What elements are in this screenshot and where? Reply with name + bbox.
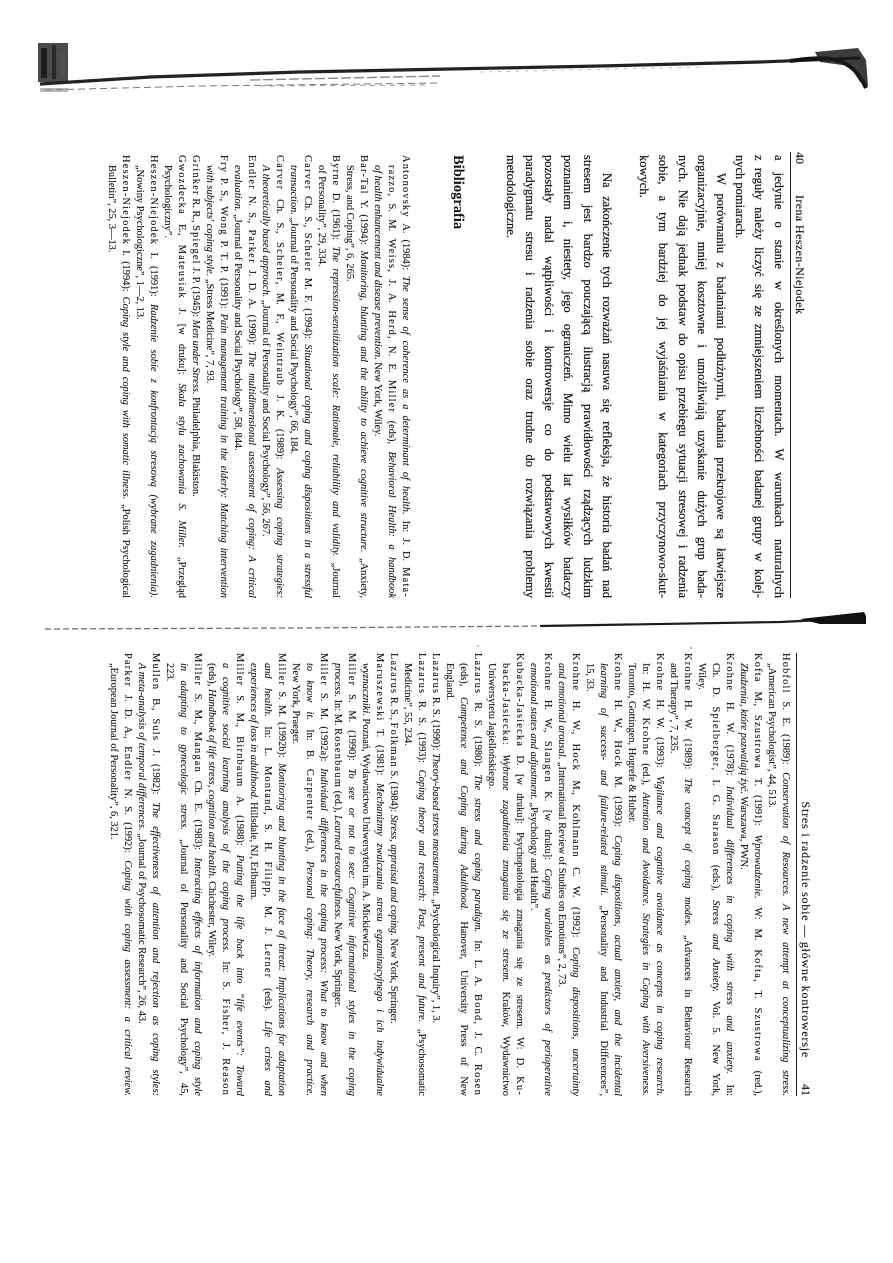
reference-line: Kofta M., Szustrowa T. (1991): Wprowadzenie. W: M. Kofta, T. Szustrowa (red.), [752,653,763,1096]
title-text: Theory-based stress measurement. [430,753,441,897]
title-text: Coping dispositions, actual anxiety, and the incidental [612,835,623,1096]
reference-line: Grinker R. R., Spiegel J. P. (1945): Men under Stress. Philadelphia, Blakiston. [190,155,201,497]
text-line: organizacyjnie, mniej kosztowne i umożliwiają uzyskanie dużych grup bada- [694,155,709,598]
reference-line: Bulletin”, 25, 3—13. [106,165,117,253]
title-text: and health. [262,663,273,717]
reference-line: New York, Praeger. [290,663,301,745]
reference-line: Toronto, Gottingen, Hogrefe & Huber. [626,663,637,824]
text-line: nych. Nie dają jednak podstaw do opisu przebiegu sytuacji stresowej i radzenia [675,155,690,598]
title-text: a cognitive social learning analysis of the coping process. [220,663,231,953]
author-name: Miller [192,653,203,687]
author-name: Herd [386,310,397,336]
bibliography-entry [370,155,412,598]
reference-line: Krohne H. W., Hock M. (1993): Coping dispositions, actual anxiety, and the incidental [612,653,623,1096]
reference-line: Krohne H. W. (1978): Individual differences in coping with stress and anxiety. In: [724,653,735,1096]
bibliography-entry [202,155,230,598]
title-text: learning of success- and failure-related stimuli. [598,663,609,896]
bibliography-entry [400,653,428,1096]
reference-line: Lazarus R. S. (1993): Coping theory and research: Past, present and future. „Psychosomatic [416,653,427,1096]
author-name: Ku- [514,1076,525,1096]
title-text: Wybrane zagadnienia zmagania się ze stresem. [500,754,511,983]
reference-line: Carver Ch. S., Scheier, M. F., Weintraub J. K. (1989): Assessing coping strategies: [274,155,285,598]
header-rule [790,152,791,598]
title-text: Coping style and coping with somatic illness. [120,296,131,500]
title-text: A meta-analysis of temporal differences. [136,663,147,831]
reference-line: Uniwersytetu Jagiellońskiego. [486,663,497,789]
reference-line: Miller S. M. (1990): To see or not to see: Cognitive informational styles in the coping [346,653,357,1096]
title-text: Skala stylu zachowania S. Miller. [176,383,187,548]
text-line: z reguły należy liczyć się ze zmniejszeniem liczebności badanej grupy w kolej- [752,155,767,598]
author-name: Miller [346,653,357,687]
title-text: Monitoring, blunting and the ability to achieve cognitive structure. [358,250,369,553]
author-name: Carver [302,155,313,191]
title-text: Radzenie sobie z konfrontacją stresową (wybrane zagadnienia). [148,304,159,598]
running-header-left [792,152,808,598]
reference-line: Heszen-Niejodek I. (1991): Radzenie sobie z konfrontacją stresową (wybrane zagadnienia). [148,155,159,598]
running-head-title: Stres i radzenie sobie — główne kontrowersje [799,801,813,1058]
author-name: Kofta [752,653,763,683]
author-name: Heszen-Niejodek [148,155,159,246]
author-name: Maruszewski [374,653,385,722]
text-line: Na zakończenie tych rozważań nasuwa się refleksja, że historia badań nad [599,173,614,598]
reference-line: Gwozdecka E., Mateusiak J. [w druku]: Skala stylu zachowania S. Miller. „Przegląd [176,155,187,598]
text-line: poznaniem i, niestety, jego ograniczeń. Mimo wielu lat wysiłków badaczy [561,155,576,598]
reference-line: with subjects' coping style. „Stress Medicine”, 7, 93. [204,165,215,384]
author-name: Parker [122,653,133,688]
title-text: Mechanizmy zwalczania stresu egzaminacyjnego i ich indywidualne [374,783,385,1096]
author-name: Parker [246,229,257,264]
author-name: Antonovsky [400,155,411,218]
reference-line: Byrne D. (1961): The repression-sensitization scale: Rationale, reliability and validity. „Journal [330,155,341,598]
bibliography-heading: Bibliografia [450,155,466,230]
author-name: Hobfoll [780,653,791,694]
reference-line: Krohne H. W. (1989): The concept of coping modes. „Advances in Behaviour Research [682,653,693,1096]
reference-line: of health enhancement and disease prevention. New York, Wiley. [372,165,383,437]
author-name: Kubacka-Jasiecka [514,653,525,748]
title-text: Conservation of Resources. A new attempt at conceptualizing stress. [780,772,791,1096]
text-line: W porównaniu z badaniami podłużnymi, badania przekrojowe są łatwiejsze [714,173,729,598]
bibliography-entry [246,653,288,1096]
reference-line: Maruszewski T. (1981): Mechanizmy zwalczania stresu egzaminacyjnego i ich indywidualne [374,653,385,1096]
bibliography-entry [442,653,484,1096]
reference-line: in adapting to gynecologic stress. „Journal of Personality and Social Psychology”, 45, [178,663,189,1096]
body-paragraph [634,155,730,598]
reference-line: wyznaczniki. Poznań, Wydawnictwo Uniwersytetu im. A. Mickiewicza. [360,663,371,960]
title-text: Individual differences in the coping process: What to know and when [318,768,329,1096]
title-text: Putting the life back into “life events”: Toward [234,854,245,1096]
title-text: Coping theory and research: Past, present and future. [416,769,427,1023]
reference-line: Miller S. M., Birnbaum A. (1988): Putting the life back into “life events”: Toward [234,653,245,1096]
title-text: Coping variables as predictors of perioperative [542,868,553,1096]
bibliography-entry [342,155,370,598]
author-name: Grinker [190,155,201,196]
bibliography-entry [736,653,764,1096]
author-name: Filipp [262,861,273,894]
author-name: Rosenbaum [332,728,343,789]
reference-line: „Nowiny Psychologiczne”, 1—2, 13. [134,165,145,320]
author-name: Slangen [542,740,553,783]
title-text: Competence and Coping during Adulthood. [458,697,469,911]
bibliography-entry [314,155,342,598]
author-name: Miller [386,380,397,414]
reference-line: evaluation. „Journal of Personality and Social Psychology”, 58, 844. [232,165,243,451]
reference-line: Krohne H. W. (1993): Vigilance and cognitive avoidance as concepts in coping research. [654,653,665,1096]
title-text: Coping with coping assessment: a critical review. [122,860,133,1096]
author-name: Lerner [262,943,273,979]
title-text: Pain management training in the elderly: Matching intervention [218,313,229,598]
author-name: Fry [218,155,229,174]
reference-line: and health. In: L. Montand, S. H. Filipp, M. J. Lerner (eds). Life crises and [262,663,273,1096]
bibliography-entry [764,653,792,1096]
title-text: The sense of coherence as a determinant of health. [400,276,411,515]
title-text: The multidimensional assessment of coping: A critical [246,351,257,598]
title-text: Interacting effects of information and coping style [192,857,203,1096]
bibliography-entry [428,653,442,1096]
bibliography-entry [104,155,132,598]
author-name: Szustrowa [752,1007,763,1062]
reference-line: A theoretically based approach. „Journal of Personality and Social Psychology”, 56, 267. [260,165,271,537]
author-name: Carpenter [304,768,315,821]
author-name: Miller [234,653,245,687]
bibliography-entry [160,155,188,598]
author-name: Weintraub [274,332,285,387]
reference-line: of Personality”, 29, 334. [316,165,327,267]
title-text: Wprowadzenie. [752,834,763,899]
bibliography-list-left [104,155,412,598]
author-name: Weiss [386,238,397,270]
bibliography-entry [666,653,694,1096]
reference-line: process. In: M. Rosenbaum (ed.), Learned resourcefulness. New York, Springer. [332,663,343,1008]
bibliography-entry [288,653,330,1096]
author-name: Krohne [570,653,581,692]
title-text: The concept of coping modes. [682,778,693,927]
text-line: kowych. [637,155,652,198]
author-name: Scheier [274,242,285,282]
title-text: of health enhancement and disease prevention. [372,165,383,360]
reference-line: Wiley. [696,663,707,690]
title-text: transaction. [288,165,299,215]
reference-line: Miller S. M., Mangan Ch. E. (1983): Interacting effects of information and coping style [192,653,203,1096]
author-name: Lazarus [416,653,427,695]
title-text: Assessing coping strategies: [274,468,285,598]
reference-line: emotional states and adjustment. „Psychology and Health”. [528,663,539,911]
author-name: Kofta [752,949,763,980]
reference-line: backa-Jasiecka: Wybrane zagadnienia zmagania się ze stresem. Kraków, Wydawnictwo [500,663,511,1096]
reference-line: 15, 33. [584,663,595,692]
text-line: paradygmatu stresu i radzenia sobie oraz trudne do rozwiązania problemy [522,155,537,598]
title-text: Personal coping: Theory, research and practice. [304,861,315,1096]
title-text: Learned resourcefulness. [332,815,343,920]
author-name: Rosen [472,1064,483,1096]
reference-line: learning of success- and failure-related stimuli. „Personality and Industrial Differences”, [598,663,609,1096]
title-text: Situational coping and coping dispositions in a stressful [302,344,313,598]
author-name: Szustrowa [752,715,763,770]
running-header-right [798,653,814,1096]
header-rule [796,653,797,1096]
title-text: Men under Stress. [190,319,201,395]
reference-line: to know it. In: B. Carpenter (ed.), Personal coping: Theory, research and practice. [304,663,315,1096]
author-name: Krohne [724,653,735,692]
author-name: Lazarus [472,653,483,695]
author-name: Miller [276,653,287,687]
reference-line: Medicine”, 55, 234. [402,663,413,746]
author-name: Lazarus [430,653,441,695]
text-line: a jedynie o stanie w określonych momentach. W warunkach naturalnych [771,155,786,598]
title-text: Stress and Anxiety. [710,900,721,992]
reference-line: In: H. W. Krohne (ed.), Attention and Avoidance. Strategies in Coping with Aversiveness. [640,663,651,1096]
title-text: evaluation. [232,165,243,212]
title-text: wyznaczniki. [360,663,371,716]
author-name: Lazarus [388,653,399,695]
author-name: Fisher [220,998,231,1032]
title-text: Złudzenia, które pozwalają żyć. [738,663,749,794]
title-text: Stress, appraisal and coping. [388,814,399,936]
bibliography-entry [554,653,582,1096]
reference-line: experiences of loss in adulthood. Hillsdale, NJ, Erlbaum. [248,663,259,900]
reference-line: Lazarus R. S. (1990): Theory-based stress measurement. „Psychological Inquiry”, 1, 3. [430,653,441,1024]
author-name: Endler [122,746,133,782]
reference-line: Stress, and Coping”, 6, 265. [344,165,355,282]
title-text: The repression-sensitization scale: Rationale, reliability and validity. [330,246,341,557]
reference-line: Hobfoll S. E. (1989): Conservation of Resources. A new attempt at conceptualizing stress. [780,653,791,1096]
reference-line: Złudzenia, które pozwalają żyć. Warszawa, PWN. [738,663,749,870]
author-name: Scheier [302,232,313,273]
bibliography-entry [230,155,258,598]
body-text [501,155,788,598]
bibliography-entry [330,653,358,1096]
author-name: Hock [570,743,581,771]
reference-line: Krohne H. W., Hock M., Kohlmann C. W. (1992): Coping dispositions, uncertainty [570,653,581,1096]
reference-line: „American Psychologist”, 44, 513. [766,663,777,808]
reference-line: Lazarus R. S. (1980): The stress and coping paradigm. In: L. A. Bond, J. C. Rosen [472,653,483,1096]
author-name: Sarason [710,814,721,856]
reference-line: (eds), Competence and Coping during Adulthood. Hanover, University Press of New [458,663,469,1096]
reference-line: Parker J. D. A., Endler N. S. (1992): Coping with coping assessment: a critical review. [122,653,133,1096]
author-name: Reason [220,1058,231,1096]
bibliography-entry [358,653,386,1096]
bibliography-entry [106,653,134,1096]
reference-line: Kubacka-Jasiecka D. [w druku]: Psychopatologia zmagania się ze stresem. W: D. Ku- [514,653,525,1096]
author-name: Bar-Tal [358,155,369,195]
reference-line: Psychologiczny”. [162,165,173,239]
page-number: 40 [793,152,807,164]
author-name: Heszen-Niejodek [120,155,131,246]
title-text: Vigilance and cognitive avoidance as concepts in coping research. [654,775,665,1096]
reference-line: Krohne H. W., Slangen K. [w druku]: Coping variables as predictors of perioperative [542,653,553,1096]
reference-line: Mullen B., Suls J. (1982): The effectiveness of attention and rejection as coping styles: [150,653,161,1096]
title-text: with subjects' coping style. [204,165,215,277]
bibliography-entry [624,653,666,1096]
author-name: Birnbaum [234,736,245,788]
author-name: Miller [318,653,329,687]
bibliography-entry [204,653,246,1096]
title-text: Behavioral Health: a handbook [386,451,397,598]
body-paragraph [501,155,616,598]
title-text: experiences of loss in adulthood. [248,663,259,800]
title-text: in adapting to gynecologic stress. [178,663,189,830]
author-name: Carver [274,155,285,191]
reference-line: (eds), Handbook of life stress, cognition and health. Chichester, Wiley. [206,663,217,958]
text-line: stresem jest bardzo pouczającą ilustracją prawidłowości rządzących ludzkim [580,155,595,598]
reference-line: 223. [164,663,175,682]
author-name: backa-Jasiecka [500,663,511,743]
reference-line: Miller S. M. (1992a): Individual differences in the coping process: What to know and when [318,653,329,1096]
bibliography-entry [134,653,162,1096]
bibliography-entry [188,155,202,598]
reference-line: „European Journal of Personality”, 6, 321. [108,663,119,840]
reference-line: Antonovsky A. (1984): The sense of coherence as a determinant of health. In: J. D. Mata- [400,155,411,598]
bibliography-entry [694,653,736,1096]
title-text: to know it. [304,663,315,720]
running-head-author: Irena Heszen-Niejodek [793,195,807,315]
author-name: Montand [262,765,273,812]
reference-line: England. [444,663,455,701]
bibliography-entry [132,155,160,598]
reference-line: Bar-Tal Y. (1994): Monitoring, blunting and the ability to achieve cognitive structure. „Anxiety, [358,155,369,598]
author-name: Suls [150,718,161,742]
reference-line: and emotional arousal. „International Review of Studies on Emotions”, 2, 73. [556,663,567,987]
author-name: Krohne [682,653,693,692]
reference-line: Carver Ch. S., Scheier M. F. (1994): Situational coping and coping dispositions in a stressful [302,155,313,598]
author-name: Mangan [192,731,203,774]
text-line: pozostały nadal wątpliwości i kontrowersje co do podstawowych kwestii [542,155,557,598]
author-name: Endler [246,155,257,190]
page-number: 41 [799,1084,813,1096]
title-text: Attention and Avoidance. Strategies in Coping with Aversiveness. [640,792,651,1096]
reference-line: transaction. „Journal of Personality and Social Psychology”, 66, 184. [288,165,299,455]
bibliography-entry [162,653,204,1096]
title-text: Life crises and [262,1020,273,1096]
reference-line: Ch. D. Spielberger, I. G. Sarason (eds.), Stress and Anxiety. Vol. 5. New York, [710,663,721,1096]
author-name: Folkman [388,722,399,768]
bibliography-entry [286,155,314,598]
author-name: Mateusiak [176,244,187,299]
reference-line: Miller S. M. (1992b): Monitoring and blunting in the face of threat: Implications for adaptation [276,653,287,1096]
reference-line: Lazarus R. S., Folkman S. (1984): Stress, appraisal and coping. New York, Springer. [388,653,399,1024]
title-text: Monitoring and blunting in the face of threat: Implications for adaptation [276,763,287,1096]
bibliography-entry [582,653,624,1096]
author-name: Bond [472,994,483,1022]
author-name: Krohne [654,653,665,692]
author-name: Krohne [640,717,651,756]
author-name: Mata- [400,567,411,598]
bibliography-entry [258,155,286,598]
title-text: Handbook of life stress, cognition and health. [206,688,217,879]
author-name: Spielberger [710,706,721,768]
bibliography-list-right [106,653,792,1096]
author-name: Wong [218,206,229,236]
title-text: process. [332,663,343,697]
author-name: Byrne [330,155,341,187]
text-line: metodologiczne. [503,155,518,238]
body-paragraph [730,155,788,598]
author-name: razzo [386,165,397,194]
reference-line: A meta-analysis of temporal differences. „Journal of Psychosomatic Research”, 26, 43. [136,663,147,1024]
author-name: Krohne [542,653,553,692]
title-text: and emotional arousal. [556,663,567,760]
title-text: Individual differences in coping with stress and anxiety. [724,786,735,1074]
author-name: Kohlmann [570,804,581,858]
author-name: Spiegel [190,225,201,265]
reference-line: a cognitive social learning analysis of the coping process. In: S. Fisher, J. Reason [220,663,231,1096]
title-text: A theoretically based approach. [260,165,271,298]
title-text: Coping dispositions, uncertainty [570,946,581,1096]
author-name: Krohne [612,653,623,692]
reference-line: Fry P. S., Wong P. T. P. (1991): Pain management training in the elderly: Matching intervention [218,155,229,598]
title-text: To see or not to see: Cognitive informational styles in the coping [346,768,357,1096]
author-name: Gwozdecka [176,155,187,215]
text-line: sobie, a tym bardziej do jej wyjaśniania w kategoriach przyczynowo-skut- [656,155,671,598]
reference-line: razzo, S. M. Weiss, J. A. Herd, N. E. Miller (eds), Behavioral Health: a handbook [386,165,397,598]
reference-line: Endler N. S., Parker J. D. A. (1990): The multidimensional assessment of coping: A critical [246,155,257,598]
text-line: nych pomiarach. [733,155,748,239]
title-text: The effectiveness of attention and rejection as coping styles: [150,802,161,1096]
bibliography-entry [484,653,526,1096]
title-text: The stress and coping paradigm. [472,774,483,933]
title-text: emotional states and adjustment. [528,663,539,800]
bibliography-entry [386,653,400,1096]
reference-line: Heszen-Niejodek I. (1994): Coping style and coping with somatic illness. „Polish Psychological [120,155,131,598]
reference-line: and Therapy”, 7, 235. [668,663,679,754]
bibliography-entry [526,653,554,1096]
author-name: Hock [612,740,623,768]
author-name: Mullen [150,653,161,691]
